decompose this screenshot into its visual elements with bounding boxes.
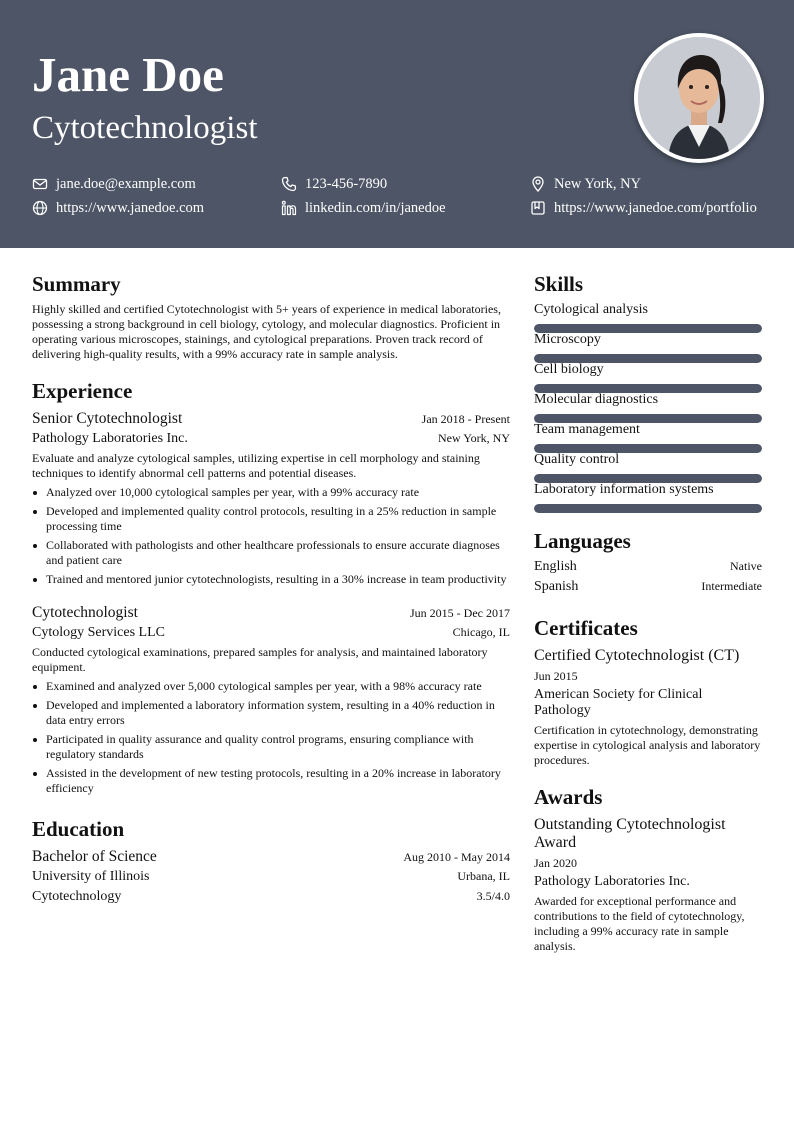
job-1-dates: Jan 2018 - Present — [421, 412, 510, 426]
skill-item — [534, 331, 762, 363]
envelope-icon — [32, 176, 48, 192]
education-field: Cytotechnology — [32, 889, 122, 904]
education-location: Urbana, IL — [457, 869, 510, 883]
skill-level-fill — [534, 504, 762, 513]
list-item: Participated in quality assurance and quality control programs, ensuring compliance with regulatory standards — [32, 732, 510, 762]
contact-location-text: New York, NY — [554, 176, 642, 192]
skill-item — [534, 451, 762, 483]
skills-heading: Skills — [534, 272, 584, 296]
language-item — [534, 558, 762, 576]
globe-icon — [32, 200, 48, 216]
phone-icon — [281, 176, 297, 192]
map-pin-icon — [530, 176, 546, 192]
job-2-description: Conducted cytological examinations, prepared samples for analysis, and maintained laboratory equipment. — [32, 645, 488, 674]
education-field-row — [32, 888, 510, 906]
award-name: Outstanding Cytotechnologist Award — [534, 816, 726, 851]
languages-heading: Languages — [534, 529, 631, 553]
job-1-company: Pathology Laboratories Inc. — [32, 431, 188, 446]
skill-name: Team management — [534, 422, 640, 437]
summary-text: Highly skilled and certified Cytotechnologist with 5+ years of experience in medical laboratories, possessing a strong background in cell biology, cytology, and molecular diagnostics. Proficient in operating various microscopes, stainings, and cytological preparations. Proven track record of delivering high-quality results, with a 99% accuracy rate in sample analysis. — [32, 302, 501, 361]
award-description: Awarded for exceptional performance and contributions to the field of cytotechnology, including a 99% accuracy rate in sample analysis. — [534, 894, 745, 953]
language-item — [534, 578, 762, 596]
contact-linkedin-text: linkedin.com/in/janedoe — [305, 200, 446, 216]
education-school-row — [32, 868, 510, 886]
job-2-dates: Jun 2015 - Dec 2017 — [410, 606, 510, 620]
language-name: English — [534, 559, 577, 574]
contact-email[interactable] — [32, 175, 196, 193]
contact-portfolio[interactable] — [530, 199, 757, 217]
skill-name: Microscopy — [534, 332, 601, 347]
certificate-name: Certified Cytotechnologist (CT) — [534, 647, 740, 664]
job-2-bullets — [32, 679, 510, 800]
list-item: Assisted in the development of new testing protocols, resulting in a 20% increase in laboratory efficiency — [32, 766, 510, 796]
skill-item — [534, 391, 762, 423]
education-school: University of Illinois — [32, 869, 150, 884]
job-1-title: Senior Cytotechnologist — [32, 410, 183, 427]
contact-website-text: https://www.janedoe.com — [56, 200, 205, 216]
education-gpa: 3.5/4.0 — [476, 889, 510, 903]
skill-item — [534, 301, 762, 333]
skill-name: Cytological analysis — [534, 302, 648, 317]
language-level: Intermediate — [701, 579, 762, 593]
linkedin-icon — [281, 200, 297, 216]
education-heading: Education — [32, 817, 125, 841]
resume-header — [0, 0, 794, 248]
awards-heading: Awards — [534, 785, 603, 809]
skill-name: Quality control — [534, 452, 620, 467]
contact-website[interactable] — [32, 199, 204, 217]
language-level: Native — [730, 559, 762, 573]
summary-heading: Summary — [32, 272, 121, 296]
job-1-description: Evaluate and analyze cytological samples, utilizing expertise in cell morphology and staining techniques to identify abnormal cell patterns and potential diseases. — [32, 451, 480, 480]
experience-heading: Experience — [32, 379, 133, 403]
contact-location — [530, 175, 641, 193]
job-2-location: Chicago, IL — [452, 625, 510, 639]
list-item: Examined and analyzed over 5,000 cytological samples per year, with a 98% accuracy rate — [32, 679, 510, 694]
portfolio-icon — [530, 200, 546, 216]
list-item: Developed and implemented quality control protocols, resulting in a 25% reduction in sample processing time — [32, 504, 510, 534]
job-1-bullets — [32, 485, 510, 591]
certificate-date: Jun 2015 — [534, 669, 578, 683]
certificates-heading: Certificates — [534, 616, 638, 640]
certificate-description: Certification in cytotechnology, demonstrating expertise in cytological analysis and laboratory procedures. — [534, 723, 761, 767]
job-1-subheader — [32, 430, 510, 448]
job-2-header — [32, 603, 510, 622]
skill-name: Cell biology — [534, 362, 604, 377]
education-dates: Aug 2010 - May 2014 — [403, 850, 510, 864]
award-issuer: Pathology Laboratories Inc. — [534, 874, 690, 889]
job-2-title: Cytotechnologist — [32, 604, 138, 621]
candidate-title: Cytotechnologist — [32, 110, 258, 146]
skill-item — [534, 421, 762, 453]
skill-name: Molecular diagnostics — [534, 392, 659, 407]
award-date: Jan 2020 — [534, 856, 577, 870]
job-1-header — [32, 409, 510, 428]
contact-email-text: jane.doe@example.com — [56, 176, 196, 192]
job-1-location: New York, NY — [437, 431, 510, 445]
list-item: Trained and mentored junior cytotechnologists, resulting in a 30% increase in team productivity — [32, 572, 510, 587]
list-item: Collaborated with pathologists and other healthcare professionals to ensure accurate diagnoses and patient care — [32, 538, 510, 568]
contact-phone[interactable] — [281, 175, 387, 193]
contact-linkedin[interactable] — [281, 199, 446, 217]
list-item: Analyzed over 10,000 cytological samples per year, with a 99% accuracy rate — [32, 485, 510, 500]
contact-phone-text: 123-456-7890 — [305, 176, 388, 192]
certificate-issuer: American Society for Clinical Pathology — [534, 687, 703, 718]
education-degree-row — [32, 847, 510, 866]
profile-photo — [634, 33, 764, 163]
job-2-subheader — [32, 624, 510, 642]
contact-portfolio-text: https://www.janedoe.com/portfolio — [554, 200, 757, 216]
language-name: Spanish — [534, 579, 579, 594]
list-item: Developed and implemented a laboratory information system, resulting in a 40% reduction in data entry errors — [32, 698, 510, 728]
job-2-company: Cytology Services LLC — [32, 625, 165, 640]
skill-item — [534, 481, 762, 513]
education-degree: Bachelor of Science — [32, 848, 157, 865]
candidate-name: Jane Doe — [32, 47, 224, 102]
skill-name: Laboratory information systems — [534, 482, 714, 497]
skill-item — [534, 361, 762, 393]
skill-level-bar — [534, 504, 762, 513]
